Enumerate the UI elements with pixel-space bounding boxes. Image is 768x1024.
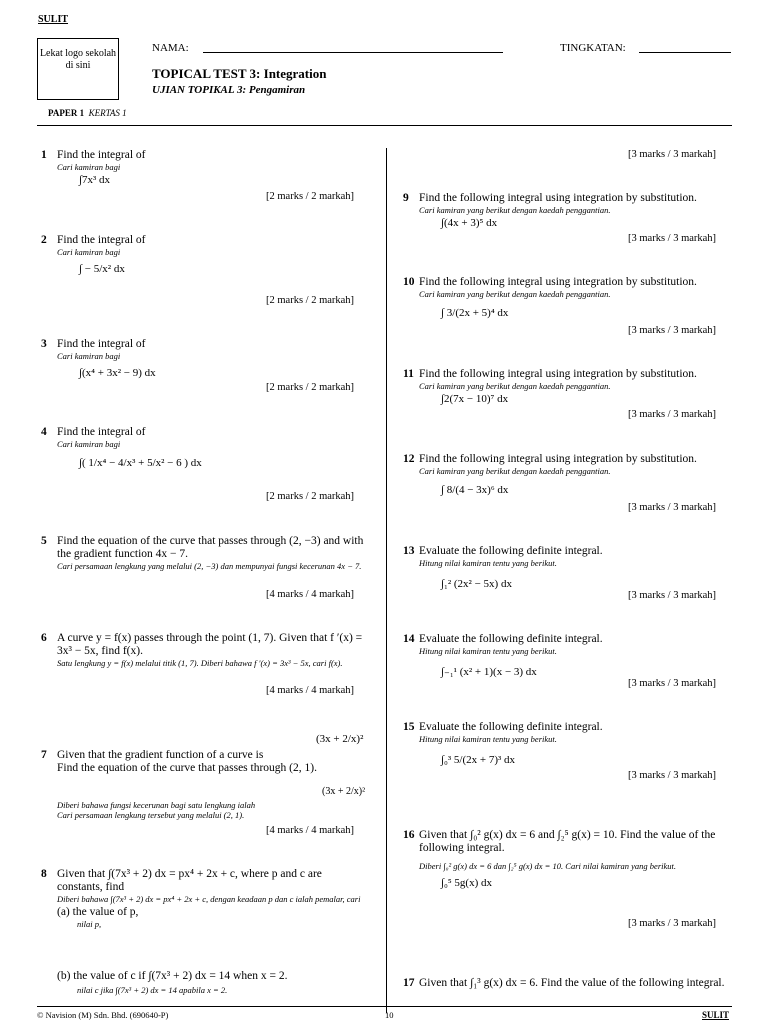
question-text-malay: Satu lengkung y = f(x) melalui titik (1, 7). Diberi bahawa f ′(x) = 3x³ − 5x, cari f(x). bbox=[57, 658, 343, 668]
question-number: 7 bbox=[41, 749, 47, 761]
question-text-malay: Cari kamiran bagi bbox=[57, 247, 121, 257]
question-text-malay: Cari persamaan lengkung yang melalui (2, −3) dan mempunyai fungsi kecerunan 4x − 7. bbox=[57, 561, 362, 571]
question-12 bbox=[403, 453, 733, 497]
marks-12: [3 marks / 3 markah] bbox=[628, 502, 717, 513]
question-text-malay: Hitung nilai kamiran tentu yang berikut. bbox=[419, 646, 557, 656]
question-text: Find the following integral using integration by substitution. bbox=[419, 368, 697, 380]
marks-5: [4 marks / 4 markah] bbox=[266, 589, 355, 600]
logo-placeholder: Lekat logo sekolah di sini bbox=[37, 38, 119, 100]
marks-4: [2 marks / 2 markah] bbox=[266, 491, 355, 502]
question-number: 5 bbox=[41, 535, 47, 547]
math-expression: ∫₀⁵ 5g(x) dx bbox=[441, 877, 493, 889]
question-16 bbox=[403, 829, 733, 890]
question-text: Find the integral of bbox=[57, 338, 146, 350]
marks-3: [2 marks / 2 markah] bbox=[266, 382, 355, 393]
question-1 bbox=[41, 149, 367, 187]
math-expression: ∫₁² (2x² − 5x) dx bbox=[441, 578, 512, 590]
question-text: Given that the gradient function of a curve is bbox=[57, 749, 264, 761]
question-part-b-malay: nilai c jika ∫(7x³ + 2) dx = 14 apabila x = 2. bbox=[77, 985, 228, 995]
nama-field-line bbox=[203, 52, 503, 53]
marks-2: [2 marks / 2 markah] bbox=[266, 295, 355, 306]
question-text: Find the integral of bbox=[57, 426, 146, 438]
question-17 bbox=[403, 977, 733, 990]
question-14 bbox=[403, 633, 733, 679]
question-text-malay: Diberi bahawa fungsi kecerunan bagi satu lengkung ialah bbox=[57, 800, 256, 810]
page-subtitle: UJIAN TOPIKAL 3: Pengamiran bbox=[152, 84, 306, 96]
sulit-header: SULIT bbox=[38, 14, 69, 25]
tingkatan-label: TINGKATAN: bbox=[560, 42, 626, 54]
question-7-malay bbox=[57, 800, 369, 820]
question-text: Evaluate the following definite integral. bbox=[419, 545, 603, 557]
paper-label bbox=[48, 108, 127, 118]
question-text-malay: Cari kamiran bagi bbox=[57, 162, 121, 172]
column-divider bbox=[386, 148, 387, 1013]
marks-16: [3 marks / 3 markah] bbox=[628, 918, 717, 929]
question-number: 13 bbox=[403, 545, 415, 557]
question-text-malay: Cari kamiran yang berikut dengan kaedah penggantian. bbox=[419, 205, 611, 215]
question-text-malay: Hitung nilai kamiran tentu yang berikut. bbox=[419, 734, 557, 744]
question-11 bbox=[403, 368, 733, 406]
question-number: 6 bbox=[41, 632, 47, 644]
question-text: Find the equation of the curve that passes through (2, 1). bbox=[57, 762, 317, 774]
paper-my: KERTAS 1 bbox=[88, 108, 127, 118]
question-number: 1 bbox=[41, 149, 47, 161]
question-3 bbox=[41, 338, 367, 380]
question-text: Evaluate the following definite integral. bbox=[419, 721, 603, 733]
question-part-b: (b) the value of c if ∫(7x³ + 2) dx = 14 when x = 2. bbox=[57, 970, 288, 982]
math-expression: ∫ 3/(2x + 5)⁴ dx bbox=[441, 307, 509, 319]
math-expression: ∫₀³ 5/(2x + 7)³ dx bbox=[441, 754, 516, 766]
question-6 bbox=[41, 632, 369, 668]
question-number: 8 bbox=[41, 868, 47, 880]
question-number: 12 bbox=[403, 453, 415, 465]
marks-7: [4 marks / 4 markah] bbox=[266, 825, 355, 836]
marks-15: [3 marks / 3 markah] bbox=[628, 770, 717, 781]
question-number: 14 bbox=[403, 633, 415, 645]
question-number: 4 bbox=[41, 426, 47, 438]
question-number: 17 bbox=[403, 977, 415, 989]
nama-label: NAMA: bbox=[152, 42, 189, 54]
question-4 bbox=[41, 426, 367, 470]
question-part-a: (a) the value of p, bbox=[57, 906, 139, 918]
question-9 bbox=[403, 192, 733, 230]
question-text: Given that ∫₀² g(x) dx = 6 and ∫₂⁵ g(x) = 10. Find the value of the following integral. bbox=[419, 829, 716, 854]
question-15 bbox=[403, 721, 733, 767]
question-text-malay: Cari kamiran yang berikut dengan kaedah penggantian. bbox=[419, 289, 611, 299]
page-number: 10 bbox=[385, 1010, 394, 1020]
marks-14: [3 marks / 3 markah] bbox=[628, 678, 717, 689]
question-text: Find the equation of the curve that passes through (2, −3) and with the gradient function 4x − 7. bbox=[57, 535, 364, 560]
math-expression: ∫(4x + 3)⁵ dx bbox=[441, 217, 498, 229]
math-expression: ∫2(7x − 10)⁷ dx bbox=[441, 393, 509, 405]
question-text: Given that ∫(7x³ + 2) dx = px⁴ + 2x + c, where p and c are constants, find bbox=[57, 868, 322, 893]
question-number: 2 bbox=[41, 234, 47, 246]
question-7 bbox=[41, 749, 369, 775]
question-number: 11 bbox=[403, 368, 414, 380]
question-2 bbox=[41, 234, 367, 276]
question-number: 10 bbox=[403, 276, 415, 288]
math-expression: ∫7x³ dx bbox=[79, 174, 111, 186]
question-8 bbox=[41, 868, 369, 929]
question-text: A curve y = f(x) passes through the point (1, 7). Given that f ′(x) = 3x³ − 5x, find f(x). bbox=[57, 632, 363, 657]
sulit-footer: SULIT bbox=[702, 1010, 730, 1020]
marks-11: [3 marks / 3 markah] bbox=[628, 409, 717, 420]
question-text: Find the following integral using integration by substitution. bbox=[419, 453, 697, 465]
question-part-a-malay: nilai p, bbox=[77, 919, 102, 929]
question-text-malay: Cari kamiran yang berikut dengan kaedah penggantian. bbox=[419, 381, 611, 391]
paper-en: PAPER 1 bbox=[48, 108, 85, 118]
question-text-malay: Cari kamiran bagi bbox=[57, 439, 121, 449]
question-13 bbox=[403, 545, 733, 591]
question-text: Find the integral of bbox=[57, 149, 146, 161]
footer-divider bbox=[37, 1006, 732, 1007]
math-expression: ∫₋₁¹ (x² + 1)(x − 3) dx bbox=[441, 666, 537, 678]
question-text: Find the following integral using integration by substitution. bbox=[419, 276, 697, 288]
marks-1: [2 marks / 2 markah] bbox=[266, 191, 355, 202]
header-divider bbox=[37, 125, 732, 126]
math-expression: (3x + 2/x)² bbox=[322, 786, 366, 797]
marks-13: [3 marks / 3 markah] bbox=[628, 590, 717, 601]
question-number: 16 bbox=[403, 829, 415, 841]
question-text: Find the integral of bbox=[57, 234, 146, 246]
math-expression: ∫ 8/(4 − 3x)⁶ dx bbox=[441, 484, 509, 496]
marks-8: [3 marks / 3 markah] bbox=[628, 149, 717, 160]
copyright-footer: © Navision (M) Sdn. Bhd. (690640-P) bbox=[37, 1010, 169, 1020]
question-8b bbox=[57, 970, 369, 995]
math-expression: ∫ − 5/x² dx bbox=[79, 263, 125, 275]
question-text-malay: Cari kamiran yang berikut dengan kaedah penggantian. bbox=[419, 466, 611, 476]
question-number: 15 bbox=[403, 721, 415, 733]
question-number: 3 bbox=[41, 338, 47, 350]
question-text: Given that ∫₁³ g(x) dx = 6. Find the value of the following integral. bbox=[419, 977, 725, 989]
question-text-malay: Diberi bahawa ∫(7x³ + 2) dx = px⁴ + 2x + c, dengan keadaan p dan c ialah pemalar, cari bbox=[57, 894, 361, 904]
marks-6: [4 marks / 4 markah] bbox=[266, 685, 355, 696]
question-text-malay: Diberi ∫₀² g(x) dx = 6 dan ∫₂⁵ g(x) dx = 10. Cari nilai kamiran yang berikut. bbox=[419, 861, 677, 871]
question-number: 9 bbox=[403, 192, 409, 204]
question-text: Find the following integral using integration by substitution. bbox=[419, 192, 697, 204]
question-text: Evaluate the following definite integral. bbox=[419, 633, 603, 645]
marks-9: [3 marks / 3 markah] bbox=[628, 233, 717, 244]
math-expression: ∫( 1/x⁴ − 4/x³ + 5/x² − 6 ) dx bbox=[79, 457, 202, 469]
math-expression: (3x + 2/x)² bbox=[316, 733, 364, 745]
question-text-malay: Cari persamaan lengkung tersebut yang melalui (2, 1). bbox=[57, 810, 245, 820]
math-expression: ∫(x⁴ + 3x² − 9) dx bbox=[79, 367, 156, 379]
question-10 bbox=[403, 276, 733, 320]
tingkatan-field-line bbox=[639, 52, 731, 53]
question-5 bbox=[41, 535, 369, 571]
question-text-malay: Hitung nilai kamiran tentu yang berikut. bbox=[419, 558, 557, 568]
page-title: TOPICAL TEST 3: Integration bbox=[152, 66, 327, 81]
question-text-malay: Cari kamiran bagi bbox=[57, 351, 121, 361]
marks-10: [3 marks / 3 markah] bbox=[628, 325, 717, 336]
